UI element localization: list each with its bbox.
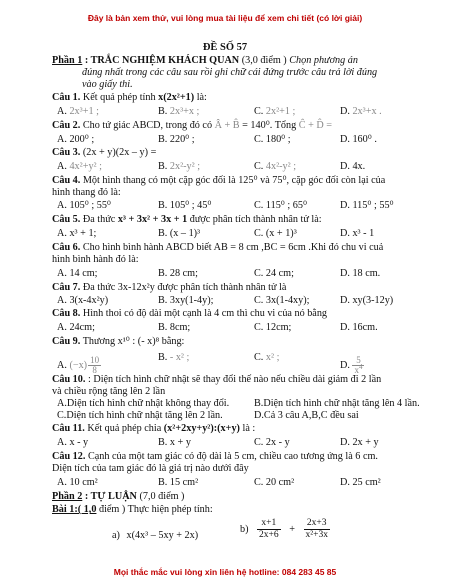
q8-option-c-letter: C. — [254, 322, 264, 333]
q4-option-d-value: 115⁰ ; 55⁰ — [352, 200, 394, 211]
question-10-line1: : Diện tích hình chữ nhật sẽ thay đổi thế nào nếu chiều dài giảm đi 2 lần — [87, 374, 382, 385]
q10-option-d: D.Cả 3 câu A,B,C đều sai — [254, 410, 359, 421]
part2-label: Phần 2 — [52, 491, 83, 502]
question-8 — [52, 308, 327, 320]
question-12-label: Câu 12. — [52, 451, 86, 462]
q10-option-c: C.Diện tích hình chữ nhật tăng lên 2 lần. — [57, 410, 223, 421]
exercise-1b-denominator-2: x²+3x — [305, 530, 328, 540]
q5-option-a-value: x³ + 1; — [69, 228, 97, 239]
q3-option-c — [254, 161, 296, 173]
question-11-tail: là : — [242, 423, 256, 434]
q10-option-b: B.Diện tích hình chữ nhật tăng lên 4 lần. — [254, 398, 420, 409]
q8-option-a-value: 24cm; — [69, 322, 95, 333]
q2-option-d-value: 160⁰ . — [352, 134, 377, 145]
q8-option-c-value: 12cm; — [265, 322, 292, 333]
angle-a-symbol: Â + B̂ — [214, 120, 240, 131]
question-5-label: Câu 5. — [52, 214, 81, 225]
q9-option-a — [57, 356, 101, 375]
q12-option-c — [254, 477, 294, 489]
q8-option-c — [254, 322, 291, 334]
q5-option-c-value: (x + 1)³ — [265, 228, 297, 239]
exercise-1-label: Bài 1:( 1,0 — [52, 504, 97, 515]
q7-option-c-value: 3x(1-4xy); — [265, 295, 310, 306]
question-3-label: Câu 3. — [52, 147, 81, 158]
part2-points: (7,0 điểm ) — [139, 491, 185, 502]
q2-option-a — [57, 134, 94, 146]
q7-option-c-letter: C. — [254, 295, 264, 306]
q10-option-a: A.Diện tích hình chữ nhật không thay đổi. — [57, 398, 230, 409]
q11-option-a-value: x - y — [69, 437, 89, 448]
question-9-text: Thương — [82, 336, 116, 347]
q11-option-d-letter: D. — [340, 437, 350, 448]
q2-option-a-letter: A. — [57, 134, 67, 145]
question-10 — [52, 374, 381, 386]
question-9-label: Câu 9. — [52, 336, 81, 347]
part1-points: (3,0 điểm ) — [241, 55, 287, 66]
q6-option-a — [57, 268, 97, 280]
q7-option-b-letter: B. — [158, 295, 168, 306]
q11-option-b-value: x + y — [169, 437, 191, 448]
q11-option-a-letter: A. — [57, 437, 67, 448]
hotline-banner: Mọi thắc mắc vui lòng xin liên hệ hotline: 084 283 45 85 — [113, 567, 337, 577]
q1-option-a — [57, 106, 99, 118]
q1-option-a-value: 2x³+1 ; — [69, 106, 99, 117]
part1-instruction-2: đúng nhất trong các câu sau rồi ghi chữ cái đứng trước câu trả lời đúng — [82, 67, 378, 78]
q11-option-c-letter: C. — [254, 437, 264, 448]
q4-option-a — [57, 200, 111, 212]
question-11-label: Câu 11. — [52, 423, 85, 434]
q9-option-b-value: - x² ; — [169, 352, 190, 363]
q12-option-b-letter: B. — [158, 477, 168, 488]
q9-option-b — [158, 352, 189, 364]
q3-option-b-letter: B. — [158, 161, 168, 172]
q12-option-d — [340, 477, 381, 489]
q2-option-c — [254, 134, 291, 146]
q6-option-d-value: 18 cm. — [352, 268, 381, 279]
question-10-line2: và chiều rộng tăng lên 2 lần — [52, 386, 166, 397]
q9-option-d — [340, 356, 364, 375]
q6-option-b — [158, 268, 198, 280]
exercise-1a-label: a) — [112, 530, 120, 541]
q1-option-a-letter: A. — [57, 106, 67, 117]
q1-option-c — [254, 106, 295, 118]
q9-option-c-letter: C. — [254, 352, 264, 363]
question-2 — [52, 120, 332, 132]
question-9-tail: bằng: — [161, 336, 185, 347]
q12-option-a — [57, 477, 98, 489]
q2-option-b — [158, 134, 195, 146]
q12-option-d-letter: D. — [340, 477, 350, 488]
q3-option-b-value: 2x²-y² ; — [169, 161, 201, 172]
question-5-expr: x³ + 3x² + 3x + 1 — [117, 214, 188, 225]
q4-option-b-value: 105⁰ ; 45⁰ — [169, 200, 212, 211]
exercise-1b-denominator-1: 2x+6 — [259, 530, 279, 540]
q8-option-a — [57, 322, 95, 334]
q7-option-d-letter: D. — [340, 295, 350, 306]
q4-option-b — [158, 200, 211, 212]
q4-option-a-letter: A. — [57, 200, 67, 211]
q6-option-a-value: 14 cm; — [69, 268, 98, 279]
q4-option-c — [254, 200, 307, 212]
q3-option-a-value: 4x²+y² ; — [69, 161, 102, 172]
q11-option-d — [340, 437, 379, 449]
question-1-expr: x(2x²+1) — [158, 92, 195, 103]
question-2-mid: = 140⁰. Tổng — [242, 120, 297, 131]
q9-option-a-value: (−x) — [69, 359, 88, 371]
q2-option-d-letter: D. — [340, 134, 350, 145]
q7-option-a-value: 3(x-4x²y) — [69, 295, 109, 306]
q3-option-a-letter: A. — [57, 161, 67, 172]
question-5-tail: được phân tích thành nhân tử là: — [189, 214, 322, 225]
q9-option-b-letter: B. — [158, 352, 168, 363]
q7-option-a — [57, 295, 108, 307]
q3-option-d — [340, 161, 365, 173]
exercise-1a — [112, 530, 198, 542]
question-6-label: Câu 6. — [52, 242, 81, 253]
question-12-line1: Cạnh của một tam giác có độ dài là 5 cm, chiều cao tương ứng là 6 cm. — [87, 451, 378, 462]
question-11 — [52, 423, 255, 435]
q5-option-b — [158, 228, 200, 240]
q7-option-b-value: 3xy(1-4y); — [169, 295, 214, 306]
question-2-label: Câu 2. — [52, 120, 81, 131]
q2-option-a-value: 200⁰ ; — [69, 134, 95, 145]
q11-option-c — [254, 437, 290, 449]
q12-option-c-value: 20 cm² — [265, 477, 295, 488]
q7-option-d — [340, 295, 393, 307]
part1-header — [52, 55, 358, 67]
q6-option-a-letter: A. — [57, 268, 67, 279]
q8-option-d-letter: D. — [340, 322, 350, 333]
q5-option-c — [254, 228, 297, 240]
q9-option-a-exponent: $\frac{10}{8}$ — [90, 355, 100, 375]
q5-option-a — [57, 228, 96, 240]
question-12-line2: Diện tích của tam giác đó là giá trị nào dưới đây — [52, 463, 249, 474]
part1-instruction-1: Chọn phương án — [289, 55, 358, 66]
q9-option-c — [254, 352, 279, 364]
part1-heading: : TRẮC NGHIỆM KHÁCH QUAN — [84, 55, 240, 66]
q5-option-b-value: (x – 1)³ — [169, 228, 201, 239]
question-2-text: Cho tứ giác ABCD, trong đó có — [82, 120, 213, 131]
q11-option-a — [57, 437, 88, 449]
question-7-label: Câu 7. — [52, 282, 81, 293]
question-8-text: Hình thoi có độ dài một cạnh là 4 cm thì chu vi của nó bằng — [82, 308, 328, 319]
q4-option-d — [340, 200, 394, 212]
q4-option-c-value: 115⁰ ; 65⁰ — [265, 200, 308, 211]
exercise-1b-numerator-2: 2x+3 — [304, 518, 330, 530]
question-7-text: Đa thức 3x-12x²y được phân tích thành nhân tử là — [82, 282, 287, 293]
q3-option-c-value: 4x²-y² ; — [265, 161, 297, 172]
question-11-text: Kết quả phép chia — [87, 423, 162, 434]
part1-label: Phần 1 — [52, 55, 83, 66]
exercise-1b — [240, 518, 330, 541]
q2-option-b-value: 220⁰ ; — [169, 134, 195, 145]
q11-option-c-value: 2x - y — [265, 437, 290, 448]
q7-option-c — [254, 295, 309, 307]
q5-option-c-letter: C. — [254, 228, 264, 239]
question-7 — [52, 282, 286, 294]
q12-option-d-value: 25 cm² — [352, 477, 381, 488]
question-3 — [52, 147, 156, 159]
q6-option-d — [340, 268, 380, 280]
q6-option-c-letter: C. — [254, 268, 264, 279]
q12-option-a-value: 10 cm² — [69, 477, 98, 488]
question-10-label: Câu 10. — [52, 374, 86, 385]
question-5-text: Đa thức — [82, 214, 116, 225]
question-1-tail: là: — [196, 92, 207, 103]
q3-option-d-letter: D. — [340, 161, 350, 172]
q6-option-c — [254, 268, 294, 280]
exercise-1b-plus: + — [289, 523, 295, 535]
q7-option-d-value: xy(3-12y) — [352, 295, 394, 306]
question-12 — [52, 451, 378, 463]
q6-option-b-value: 28 cm; — [169, 268, 198, 279]
question-1-text: Kết quả phép tính — [82, 92, 156, 103]
question-9 — [52, 336, 184, 348]
q8-option-d — [340, 322, 378, 334]
q9-option-d-fraction: $\frac{5}{x^4}$ — [354, 355, 363, 375]
preview-banner: Đây là bản xem thử, vui lòng mua tài liệu để xem chi tiết (có lời giải) — [87, 13, 363, 23]
q7-option-b — [158, 295, 213, 307]
q6-option-b-letter: B. — [158, 268, 168, 279]
exam-title: ĐỀ SỐ 57 — [202, 42, 248, 53]
q7-option-a-letter: A. — [57, 295, 67, 306]
q2-option-b-letter: B. — [158, 134, 168, 145]
q1-option-d-letter: D. — [340, 106, 350, 117]
exercise-1b-fraction-1 — [257, 518, 281, 541]
question-1 — [52, 92, 207, 104]
question-6-line1: Cho hình bình hành ABCD biết AB = 8 cm ,BC = 6cm .Khi đó chu vi cuả — [82, 242, 384, 253]
q12-option-a-letter: A. — [57, 477, 67, 488]
q1-option-c-letter: C. — [254, 106, 264, 117]
q3-option-a — [57, 161, 102, 173]
exercise-1b-numerator-1: x+1 — [257, 518, 281, 530]
exercise-1a-expr: x(4x³ – 5xy + 2x) — [126, 530, 199, 541]
question-3-text: (2x + y)(2x – y) = — [82, 147, 157, 158]
exercise-1b-fraction-2 — [304, 518, 330, 541]
question-6 — [52, 242, 383, 254]
part2-heading: : TỰ LUẬN — [84, 491, 137, 502]
q3-option-d-value: 4x. — [352, 161, 366, 172]
q8-option-b — [158, 322, 190, 334]
q5-option-d-value: x³ - 1 — [352, 228, 375, 239]
q12-option-c-letter: C. — [254, 477, 264, 488]
q5-option-d — [340, 228, 374, 240]
question-4-line2: hình thang đó là: — [52, 187, 121, 198]
q2-option-c-value: 180⁰ ; — [265, 134, 291, 145]
q4-option-d-letter: D. — [340, 200, 350, 211]
q8-option-a-letter: A. — [57, 322, 67, 333]
q12-option-b — [158, 477, 198, 489]
q1-option-b — [158, 106, 199, 118]
q12-option-b-value: 15 cm² — [169, 477, 199, 488]
q8-option-b-letter: B. — [158, 322, 168, 333]
q4-option-a-value: 105⁰ ; 55⁰ — [69, 200, 112, 211]
q1-option-d — [340, 106, 382, 118]
question-6-line2: hình bình hành đó là: — [52, 254, 139, 265]
q4-option-c-letter: C. — [254, 200, 264, 211]
q9-option-d-letter: D. — [340, 359, 350, 371]
q9-option-a-letter: A. — [57, 359, 67, 371]
q8-option-d-value: 16cm. — [352, 322, 378, 333]
q1-option-c-value: 2x²+1 ; — [265, 106, 296, 117]
part1-instruction-3: vào giấy thi. — [82, 79, 133, 90]
question-4-label: Câu 4. — [52, 175, 81, 186]
question-1-label: Câu 1. — [52, 92, 81, 103]
q6-option-c-value: 24 cm; — [265, 268, 294, 279]
q5-option-a-letter: A. — [57, 228, 67, 239]
exercise-1b-label: b) — [240, 523, 249, 535]
angle-cd-symbol: Ĉ + D̂ = — [298, 120, 333, 131]
q8-option-b-value: 8cm; — [169, 322, 191, 333]
q11-option-d-value: 2x + y — [352, 437, 379, 448]
q1-option-b-letter: B. — [158, 106, 168, 117]
q3-option-b — [158, 161, 200, 173]
part2-header — [52, 491, 184, 503]
q2-option-c-letter: C. — [254, 134, 264, 145]
question-11-expr: (x²+2xy+y²):(x+y) — [163, 423, 240, 434]
q5-option-d-letter: D. — [340, 228, 350, 239]
question-9-expr: x¹⁰ : (- x)⁸ — [117, 336, 160, 347]
q1-option-d-value: 2x³+x . — [352, 106, 382, 117]
question-4-line1: Một hình thang có một cặp góc đối là 125⁰ và 75⁰, cặp góc đối còn lại của — [82, 175, 386, 186]
question-5 — [52, 214, 322, 226]
exercise-1-text: điểm ) Thực hiện phép tính: — [98, 504, 213, 515]
q1-option-b-value: 2x³+x ; — [169, 106, 200, 117]
q5-option-b-letter: B. — [158, 228, 168, 239]
exercise-1 — [52, 504, 213, 516]
question-8-label: Câu 8. — [52, 308, 81, 319]
q3-option-c-letter: C. — [254, 161, 264, 172]
question-4 — [52, 175, 385, 187]
q11-option-b-letter: B. — [158, 437, 168, 448]
q2-option-d — [340, 134, 377, 146]
q9-option-c-value: x² ; — [265, 352, 280, 363]
q6-option-d-letter: D. — [340, 268, 350, 279]
q4-option-b-letter: B. — [158, 200, 168, 211]
q11-option-b — [158, 437, 191, 449]
